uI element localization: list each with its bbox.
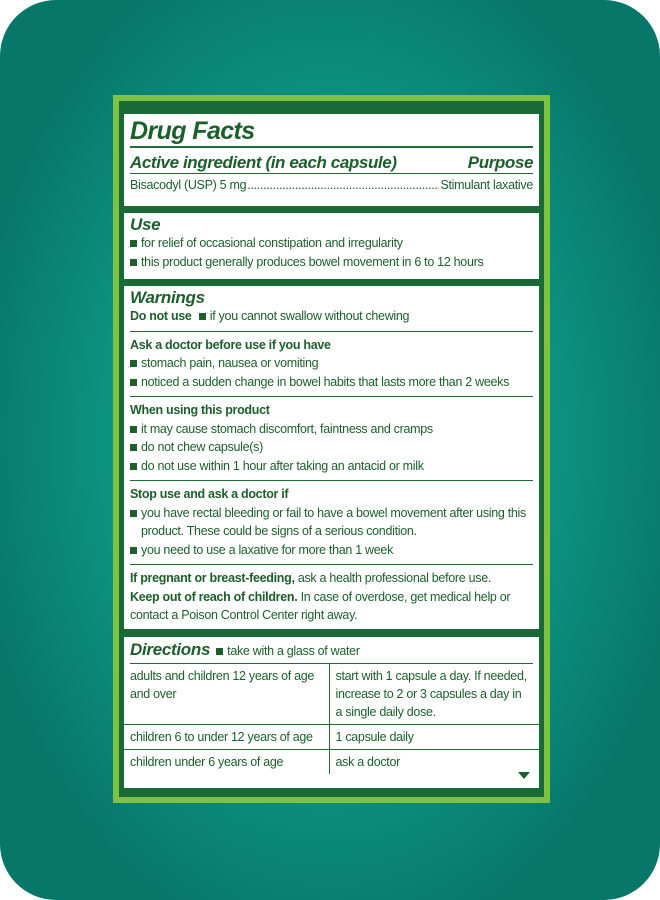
when-using-heading: When using this product <box>130 403 270 417</box>
warnings-heading: Warnings <box>130 288 205 307</box>
bullet-square-icon <box>130 547 137 554</box>
ask-doctor-item: stomach pain, nausea or vomiting <box>130 354 533 373</box>
bullet-square-icon <box>199 313 206 320</box>
use-item: for relief of occasional constipation and irregularity <box>130 234 533 253</box>
dot-leader <box>247 177 439 193</box>
ingredient-name: Bisacodyl (USP) 5 mg <box>130 178 247 192</box>
stop-use-section <box>130 480 533 559</box>
when-using-item: do not chew capsule(s) <box>130 438 533 457</box>
drug-facts-frame <box>119 101 544 797</box>
table-row <box>124 664 539 725</box>
directions-heading: Directions <box>130 640 211 659</box>
ask-doctor-item: noticed a sudden change in bowel habits that lasts more than 2 weeks <box>130 373 533 392</box>
ingredient-purpose: Stimulant laxative <box>440 178 533 192</box>
directions-header <box>130 637 533 664</box>
bullet-square-icon <box>130 444 137 451</box>
age-cell: adults and children 12 years of age and over <box>124 664 329 725</box>
directions-box <box>124 637 539 788</box>
stop-use-item-continued: product. These could be signs of a serious condition. <box>141 524 417 538</box>
keep-out-line: Keep out of reach of children. In case of overdose, get medical help or <box>130 589 511 604</box>
bullet-square-icon <box>130 259 137 266</box>
pregnancy-section <box>130 564 533 625</box>
stop-use-item: you need to use a laxative for more than 1 week <box>130 541 533 560</box>
bullet-square-icon <box>130 360 137 367</box>
when-using-item: do not use within 1 hour after taking an antacid or milk <box>130 457 533 476</box>
stop-use-heading: Stop use and ask a doctor if <box>130 487 289 501</box>
age-cell: children under 6 years of age <box>124 750 329 775</box>
bullet-square-icon <box>130 379 137 386</box>
when-using-section <box>130 396 533 475</box>
table-row <box>124 725 539 750</box>
dose-cell: ask a doctor <box>335 755 400 769</box>
table-row <box>124 750 539 775</box>
drug-facts-panel <box>113 95 550 803</box>
ask-doctor-heading: Ask a doctor before use if you have <box>130 337 331 352</box>
ask-doctor-section <box>130 331 533 392</box>
pregnancy-line: If pregnant or breast-feeding, ask a health professional before use. <box>130 571 492 585</box>
use-heading: Use <box>130 215 161 234</box>
age-cell: children 6 to under 12 years of age <box>124 725 329 750</box>
dose-cell: 1 capsule daily <box>335 730 414 744</box>
purpose-heading: Purpose <box>467 153 533 172</box>
bullet-square-icon <box>130 510 137 517</box>
stop-use-item: you have rectal bleeding or fail to have a bowel movement after using this <box>130 504 533 523</box>
drug-facts-title: Drug Facts <box>130 114 533 148</box>
bullet-square-icon <box>130 463 137 470</box>
drug-facts-box <box>124 114 539 206</box>
use-box <box>124 213 539 279</box>
bullet-square-icon <box>130 240 137 247</box>
warnings-box <box>124 286 539 629</box>
bullet-square-icon <box>216 648 223 655</box>
bullet-square-icon <box>130 426 137 433</box>
ingredient-row <box>130 177 533 193</box>
keep-out-line-continued: contact a Poison Control Center right away. <box>130 608 358 622</box>
continue-triangle-icon <box>518 772 530 779</box>
active-ingredient-header <box>130 153 533 174</box>
directions-intro: take with a glass of water <box>227 644 360 658</box>
when-using-item: it may cause stomach discomfort, faintness and cramps <box>130 420 533 439</box>
directions-table <box>124 664 539 774</box>
active-ingredient-heading: Active ingredient (in each capsule) <box>130 153 397 172</box>
dose-cell: start with 1 capsule a day. If needed, increase to 2 or 3 capsules a day in a single daily dose. <box>335 669 527 719</box>
do-not-use-line: Do not use if you cannot swallow without chewing <box>130 309 410 323</box>
use-item: this product generally produces bowel movement in 6 to 12 hours <box>130 253 533 272</box>
